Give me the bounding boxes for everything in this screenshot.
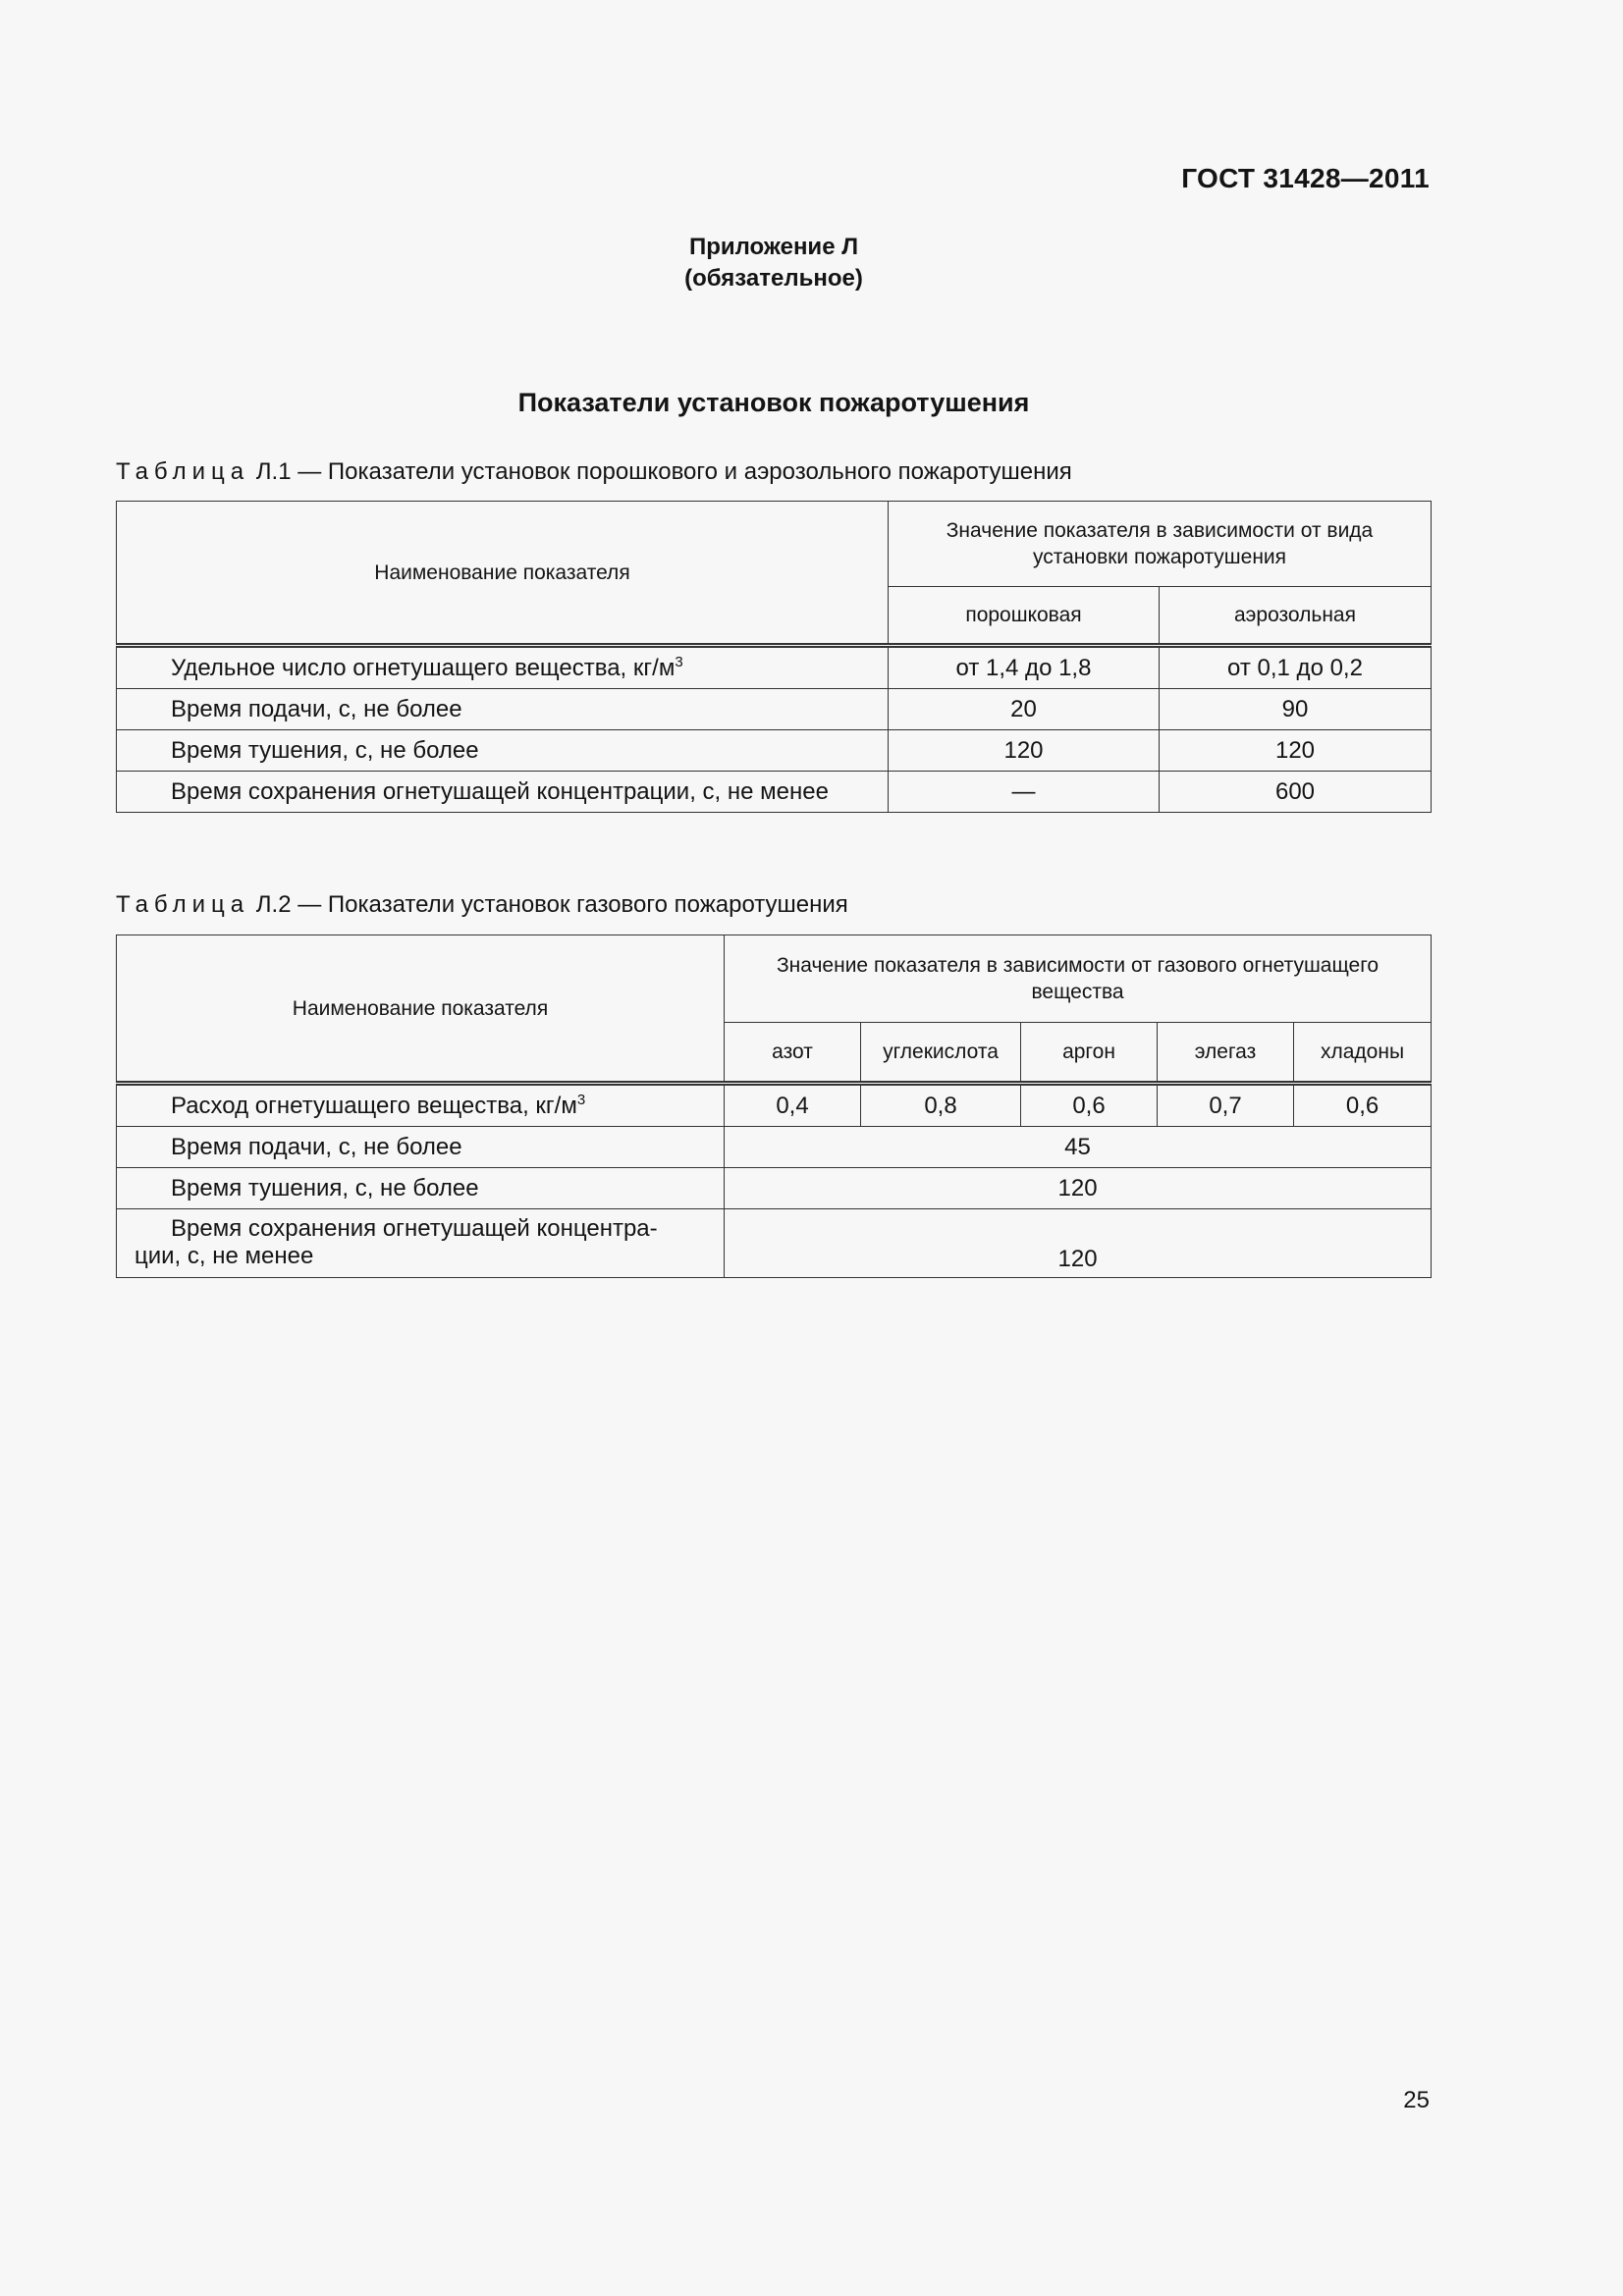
table1-row1-powder: от 1,4 до 1,8 (889, 646, 1160, 689)
table2-row2-name: Время подачи, с, не более (117, 1127, 725, 1168)
table2-col-nitrogen-header: азот (725, 1023, 861, 1084)
table1-col-powder-header: порошковая (889, 587, 1160, 646)
table2-row4-value: 120 (725, 1209, 1432, 1278)
section-title: Показатели установок пожаротушения (517, 388, 1030, 417)
table-1 (116, 501, 1432, 813)
table1-row4-aerosol: 600 (1160, 772, 1432, 813)
table2-caption (116, 891, 848, 919)
table-row (117, 1127, 1432, 1168)
table2-col-group-header: Значение показателя в зависимости от газового огнетушащего вещества (725, 935, 1432, 1023)
table2-caption-text: Л.2 — Показатели установок газового пожаротушения (255, 891, 848, 918)
table2-col-name-header: Наименование показателя (117, 935, 725, 1084)
table2-row1-argon: 0,6 (1021, 1084, 1158, 1127)
table2-caption-prefix: Таблица (116, 891, 250, 918)
table-row (117, 689, 1432, 730)
table1-caption-text: Л.1 — Показатели установок порошкового и аэрозольного пожаротушения (255, 458, 1072, 485)
table1-row1-aerosol: от 0,1 до 0,2 (1160, 646, 1432, 689)
table-2 (116, 934, 1432, 1278)
document-code: ГОСТ 31428—2011 (1181, 163, 1430, 193)
appendix-subtitle: (обязательное) (684, 265, 863, 292)
table2-row2-value: 45 (725, 1127, 1432, 1168)
table1-row3-aerosol: 120 (1160, 730, 1432, 772)
table1-caption (116, 458, 1072, 486)
table1-col-group-header: Значение показателя в зависимости от вида установки пожаротушения (889, 502, 1432, 587)
table2-row1-sf6: 0,7 (1158, 1084, 1294, 1127)
table-row (117, 646, 1432, 689)
table-row (117, 772, 1432, 813)
appendix-heading (0, 232, 1547, 294)
table2-row1-co2: 0,8 (861, 1084, 1021, 1127)
table1-row3-powder: 120 (889, 730, 1160, 772)
table-row (117, 1084, 1432, 1127)
table2-col-co2-header: углекислота (861, 1023, 1021, 1084)
table1-row4-powder: — (889, 772, 1160, 813)
table1-row1-name: Удельное число огнетушащего вещества, $кг/м^3$ (117, 646, 889, 689)
table1-row2-powder: 20 (889, 689, 1160, 730)
table1-col-name-header: Наименование показателя (117, 502, 889, 646)
table2-col-freons-header: хладоны (1294, 1023, 1432, 1084)
page-number: 25 (1403, 2087, 1430, 2113)
table-row (117, 1209, 1432, 1278)
table1-col-aerosol-header: аэрозольная (1160, 587, 1432, 646)
table2-row1-nitrogen: 0,4 (725, 1084, 861, 1127)
table2-col-argon-header: аргон (1021, 1023, 1158, 1084)
table-row (117, 730, 1432, 772)
table1-caption-prefix: Таблица (116, 458, 250, 485)
table-row (117, 1168, 1432, 1209)
table2-col-sf6-header: элегаз (1158, 1023, 1294, 1084)
table2-row1-name: Расход огнетушащего вещества, $кг/м^3$ (117, 1084, 725, 1127)
table1-row3-name: Время тушения, с, не более (117, 730, 889, 772)
table2-row3-value: 120 (725, 1168, 1432, 1209)
table2-row4-name: Время сохранения огнетушащей концентра- ции, с, не менее (117, 1209, 725, 1278)
table2-row1-freons: 0,6 (1294, 1084, 1432, 1127)
table1-row2-name: Время подачи, с, не более (117, 689, 889, 730)
table2-row3-name: Время тушения, с, не более (117, 1168, 725, 1209)
table1-row4-name: Время сохранения огнетушащей концентрации, с, не менее (117, 772, 889, 813)
table1-row2-aerosol: 90 (1160, 689, 1432, 730)
appendix-title: Приложение Л (688, 234, 859, 260)
